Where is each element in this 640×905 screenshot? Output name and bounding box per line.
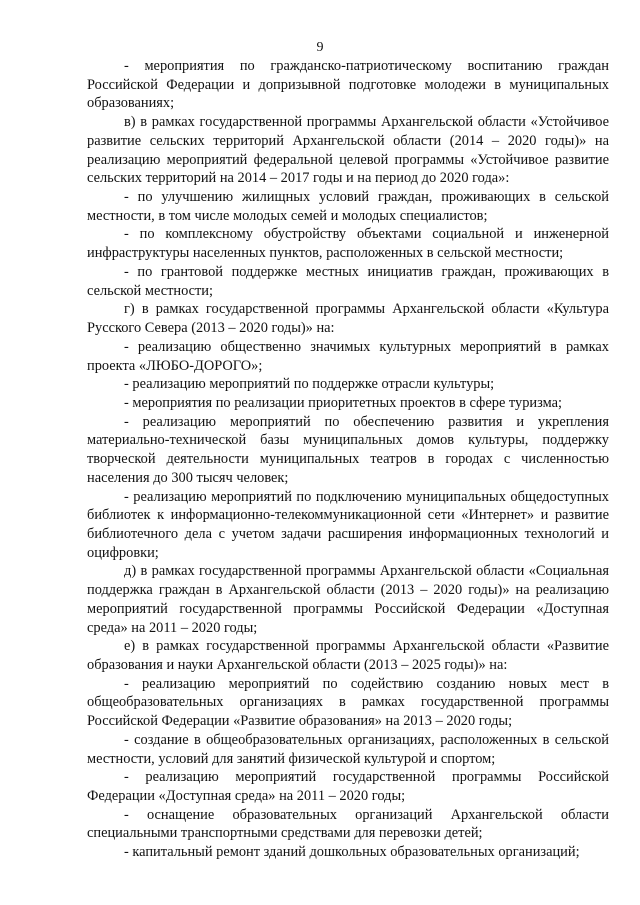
paragraph-new-school-places: - реализацию мероприятий по содействию созданию новых мест в общеобразовательных организациях в рамках государственной программы Российской Федерации «Развитие образования» на 2013 – 2020 годы;: [87, 675, 609, 730]
paragraph-libraries-internet: - реализацию мероприятий по подключению муниципальных общедоступных библиотек к информационно-телекоммуникационной сети «Интернет» и развитие библиотечного дела с учетом задачи расширения информационных технологий и оцифровки;: [87, 488, 609, 561]
paragraph-item-d-social-support: д) в рамках государственной программы Архангельской области «Социальная поддержка граждан в Архангельской области (2013 – 2020 годы)» на реализацию мероприятий государственной программы Российской Федерации «Доступная среда» на 2011 – 2020 годы;: [87, 563, 609, 636]
paragraph-grant-support: - по грантовой поддержке местных инициатив граждан, проживающих в сельской местности;: [87, 263, 609, 299]
paragraph-civil-patriotic-education: - мероприятия по гражданско-патриотическому воспитанию граждан Российской Федерации и допризывной подготовке молодежи в муниципальных образованиях;: [87, 58, 609, 112]
paragraph-item-e-education: е) в рамках государственной программы Архангельской области «Развитие образования и науки Архангельской области (2013 – 2025 годы)» на:: [87, 638, 609, 673]
paragraph-culture-support: - реализацию мероприятий по поддержке отрасли культуры;: [124, 376, 495, 393]
paragraph-preschool-repair: - капитальный ремонт зданий дошкольных образовательных организаций;: [124, 844, 580, 861]
paragraph-housing-conditions: - по улучшению жилищных условий граждан, проживающих в сельской местности, в том числе молодых семей и молодых специалистов;: [87, 189, 609, 224]
paragraph-accessible-environment: - реализацию мероприятий государственной программы Российской Федерации «Доступная среда» на 2011 – 2020 годы;: [87, 769, 609, 805]
paragraph-tourism: - мероприятия по реализации приоритетных проектов в сфере туризма;: [124, 394, 562, 411]
paragraph-item-v-rural-territories: в) в рамках государственной программы Архангельской области «Устойчивое развитие сельских территорий Архангельской области (2014 – 2020 годы)» на реализацию мероприятий федеральной целевой программы «Устойчивое развитие сельских территорий на 2014 – 2017 годы и на период до 2020 года»:: [87, 114, 609, 187]
paragraph-houses-of-culture: - реализацию мероприятий по обеспечению развития и укрепления материально-технической базы муниципальных домов культуры, поддержку творческой деятельности муниципальных театров в городах с численностью населения до 300 тысяч человек;: [87, 413, 609, 486]
document-body: [87, 57, 609, 862]
paragraph-infrastructure: - по комплексному обустройству объектами социальной и инженерной инфраструктуры населенных пунктов, расположенных в сельской местности;: [87, 226, 609, 262]
paragraph-lyubo-dorogo: - реализацию общественно значимых культурных мероприятий в рамках проекта «ЛЮБО-ДОРОГО»;: [87, 338, 609, 374]
paragraph-rural-sports: - создание в общеобразовательных организациях, расположенных в сельской местности, условий для занятий физической культурой и спортом;: [87, 731, 609, 767]
paragraph-item-g-culture: г) в рамках государственной программы Архангельской области «Культура Русского Севера (2013 – 2020 годы)» на:: [87, 301, 609, 337]
page-number: 9: [316, 40, 324, 55]
paragraph-school-transport: - оснащение образовательных организаций Архангельской области специальными транспортными средствами для перевозки детей;: [87, 806, 609, 842]
